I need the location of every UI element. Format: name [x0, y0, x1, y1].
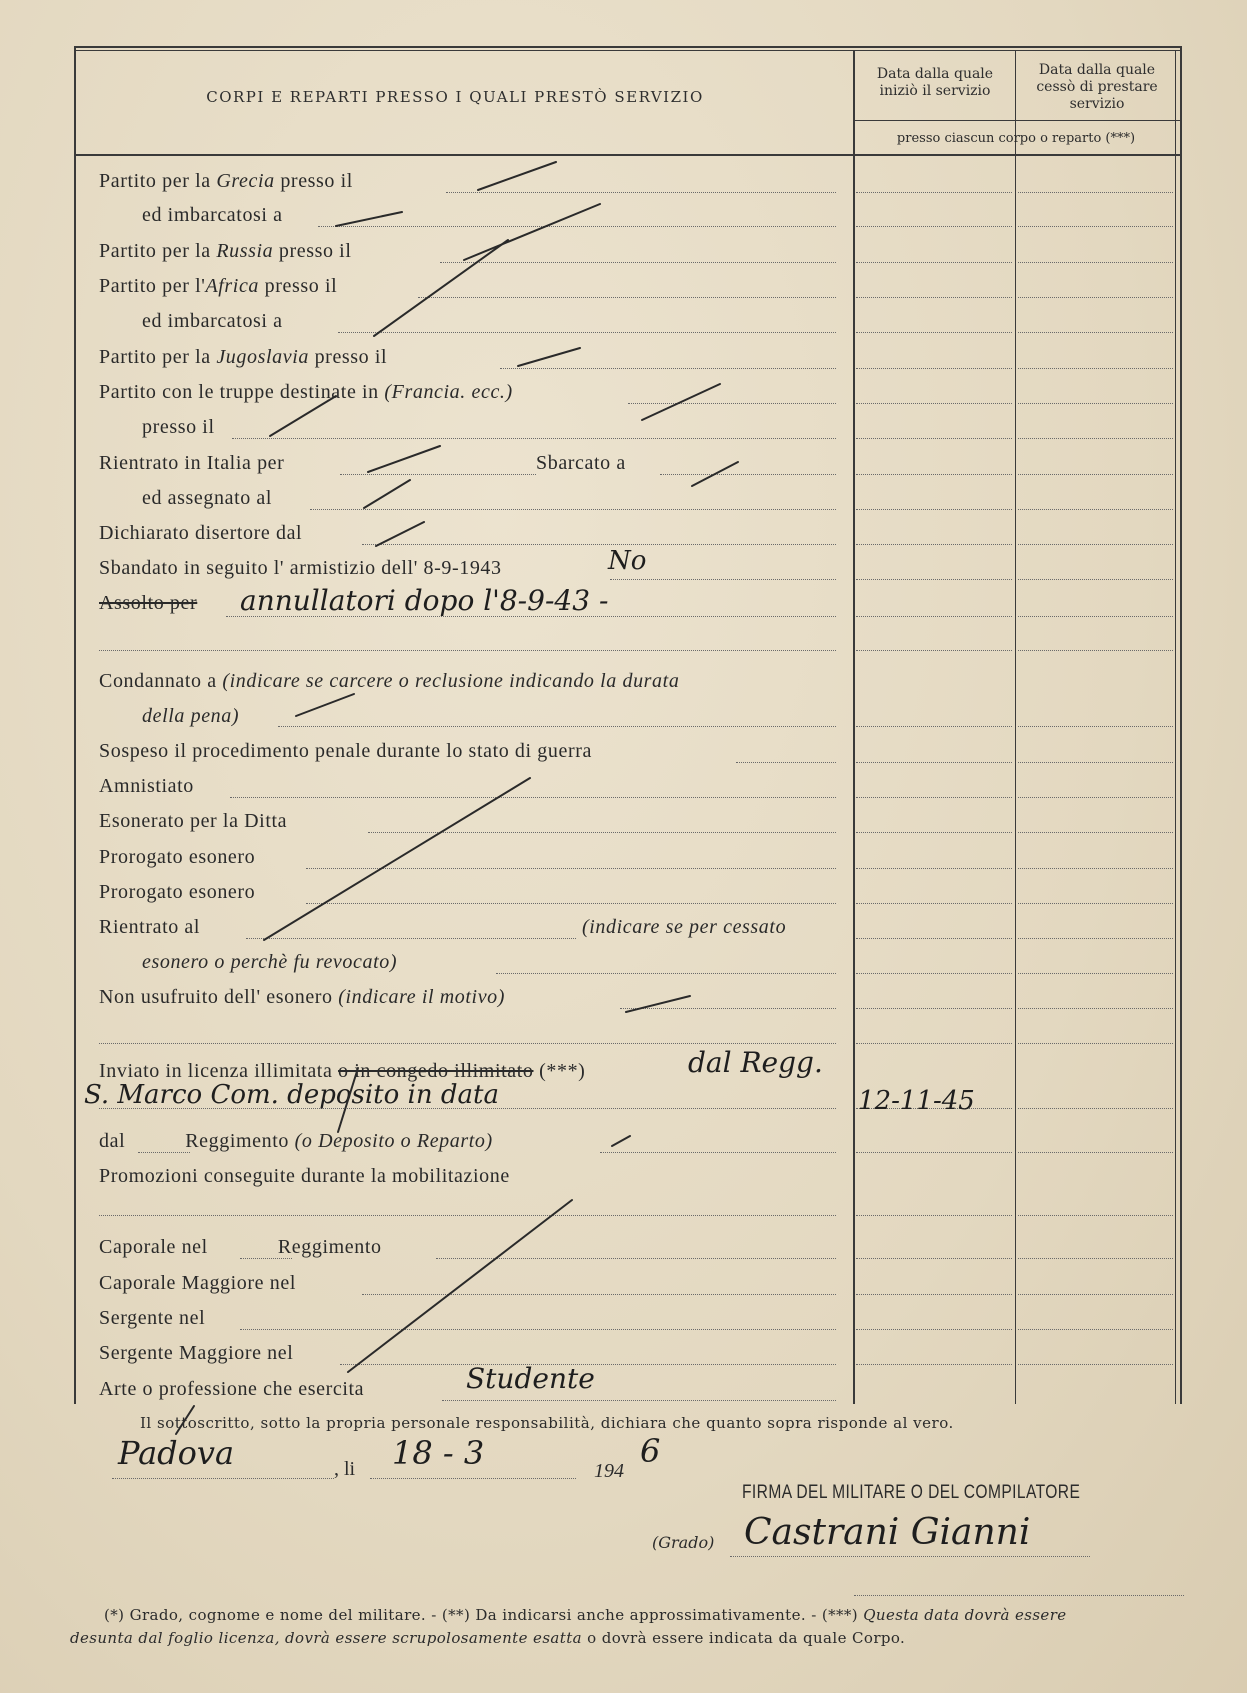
row-promozioni: Promozioni conseguite durante la mobilitazione: [99, 1165, 510, 1187]
field-line: [370, 1478, 576, 1479]
row-inviato: Inviato in licenza illimitata o in congedo illimitato (***): [99, 1060, 586, 1082]
row-pena: della pena): [142, 705, 240, 727]
row-condannato: Condannato a (indicare se carcere o reclusione indicando la durata: [99, 670, 680, 692]
row-assolto: Assolto per: [99, 592, 198, 614]
footnote-line-1: (*) Grado, cognome e nome del militare. - (**) Da indicarsi anche approssimativamente. - (***) Questa data dovrà essere: [104, 1606, 1067, 1624]
row-arte: Arte o professione che esercita: [99, 1378, 365, 1400]
row-presso: presso il: [142, 416, 215, 438]
row-esonero-note: esonero o perchè fu revocato): [142, 951, 398, 973]
row-grecia: Partito per la Grecia presso il: [99, 170, 353, 192]
row-jugoslavia: Partito per la Jugoslavia presso il: [99, 346, 388, 368]
field-line: [854, 1595, 1184, 1596]
row-prorogato-1: Prorogato esonero: [99, 846, 256, 868]
row-sbarcato: Sbarcato a: [536, 452, 626, 474]
header-subtitle: presso ciascun corpo o reparto (***): [896, 131, 1136, 146]
field-line: [730, 1556, 1090, 1557]
hand-year: 6: [640, 1432, 661, 1470]
row-africa: Partito per l'Africa presso il: [99, 275, 338, 297]
row-disertore: Dichiarato disertore dal: [99, 522, 303, 544]
header-start-date: Data dalla quale iniziò il servizio: [876, 66, 994, 99]
row-dal: dal Reggimento (o Deposito o Reparto): [99, 1130, 493, 1152]
year-prefix: 194: [594, 1460, 624, 1482]
row-russia: Partito per la Russia presso il: [99, 240, 352, 262]
row-sospeso: Sospeso il procedimento penale durante lo stato di guerra: [99, 740, 592, 762]
row-imbarcatosi-1: ed imbarcatosi a: [142, 204, 283, 226]
hand-assolto: annullatori dopo l'8-9-43 -: [240, 584, 609, 617]
hand-day: 18 - 3: [392, 1434, 485, 1472]
declaration-text: Il sottoscritto, sotto la propria personale responsabilità, dichiara che quanto sopra risponde al vero.: [140, 1414, 954, 1432]
hand-place: Padova: [118, 1434, 235, 1472]
grado-label: (Grado): [652, 1533, 715, 1552]
row-caporale-maggiore: Caporale Maggiore nel: [99, 1272, 296, 1294]
hand-licenza-date: 12-11-45: [858, 1086, 975, 1116]
hand-licenza-1: dal Regg.: [688, 1046, 823, 1079]
row-rientrato: Rientrato in Italia per: [99, 452, 285, 474]
row-sbandato: Sbandato in seguito l' armistizio dell' 8-9-1943: [99, 557, 502, 579]
row-truppe: Partito con le truppe destinate in (Francia. ecc.): [99, 381, 513, 403]
li-label: , li: [334, 1458, 356, 1480]
header-end-date: Data dalla quale cessò di prestare servizio: [1036, 62, 1158, 112]
row-sergente: Sergente nel: [99, 1307, 206, 1329]
row-imbarcatosi-2: ed imbarcatosi a: [142, 310, 283, 332]
row-rientrato-al: Rientrato al: [99, 916, 201, 938]
signature: Castrani Gianni: [744, 1512, 1031, 1553]
footnote-line-2: desunta dal foglio licenza, dovrà essere scrupolosamente esatta o dovrà essere indicata da quale Corpo.: [70, 1629, 906, 1647]
hand-sbandato: No: [608, 546, 647, 576]
header-main-title: CORPI E REPARTI PRESSO I QUALI PRESTÒ SERVIZIO: [206, 88, 704, 106]
row-sergente-maggiore: Sergente Maggiore nel: [99, 1342, 294, 1364]
signature-title: FIRMA DEL MILITARE O DEL COMPILATORE: [742, 1482, 1081, 1503]
row-caporale: Caporale nel Reggimento: [99, 1236, 382, 1258]
field-line: [112, 1478, 334, 1479]
row-esonerato: Esonerato per la Ditta: [99, 810, 288, 832]
hand-licenza-2: S. Marco Com. deposito in data: [84, 1080, 499, 1110]
row-assegnato: ed assegnato al: [142, 487, 273, 509]
hand-professione: Studente: [466, 1362, 595, 1395]
row-amnistiato: Amnistiato: [99, 775, 194, 797]
row-non-usufruito: Non usufruito dell' esonero (indicare il motivo): [99, 986, 506, 1008]
row-rientrato-note: (indicare se per cessato: [582, 916, 787, 938]
row-prorogato-2: Prorogato esonero: [99, 881, 256, 903]
